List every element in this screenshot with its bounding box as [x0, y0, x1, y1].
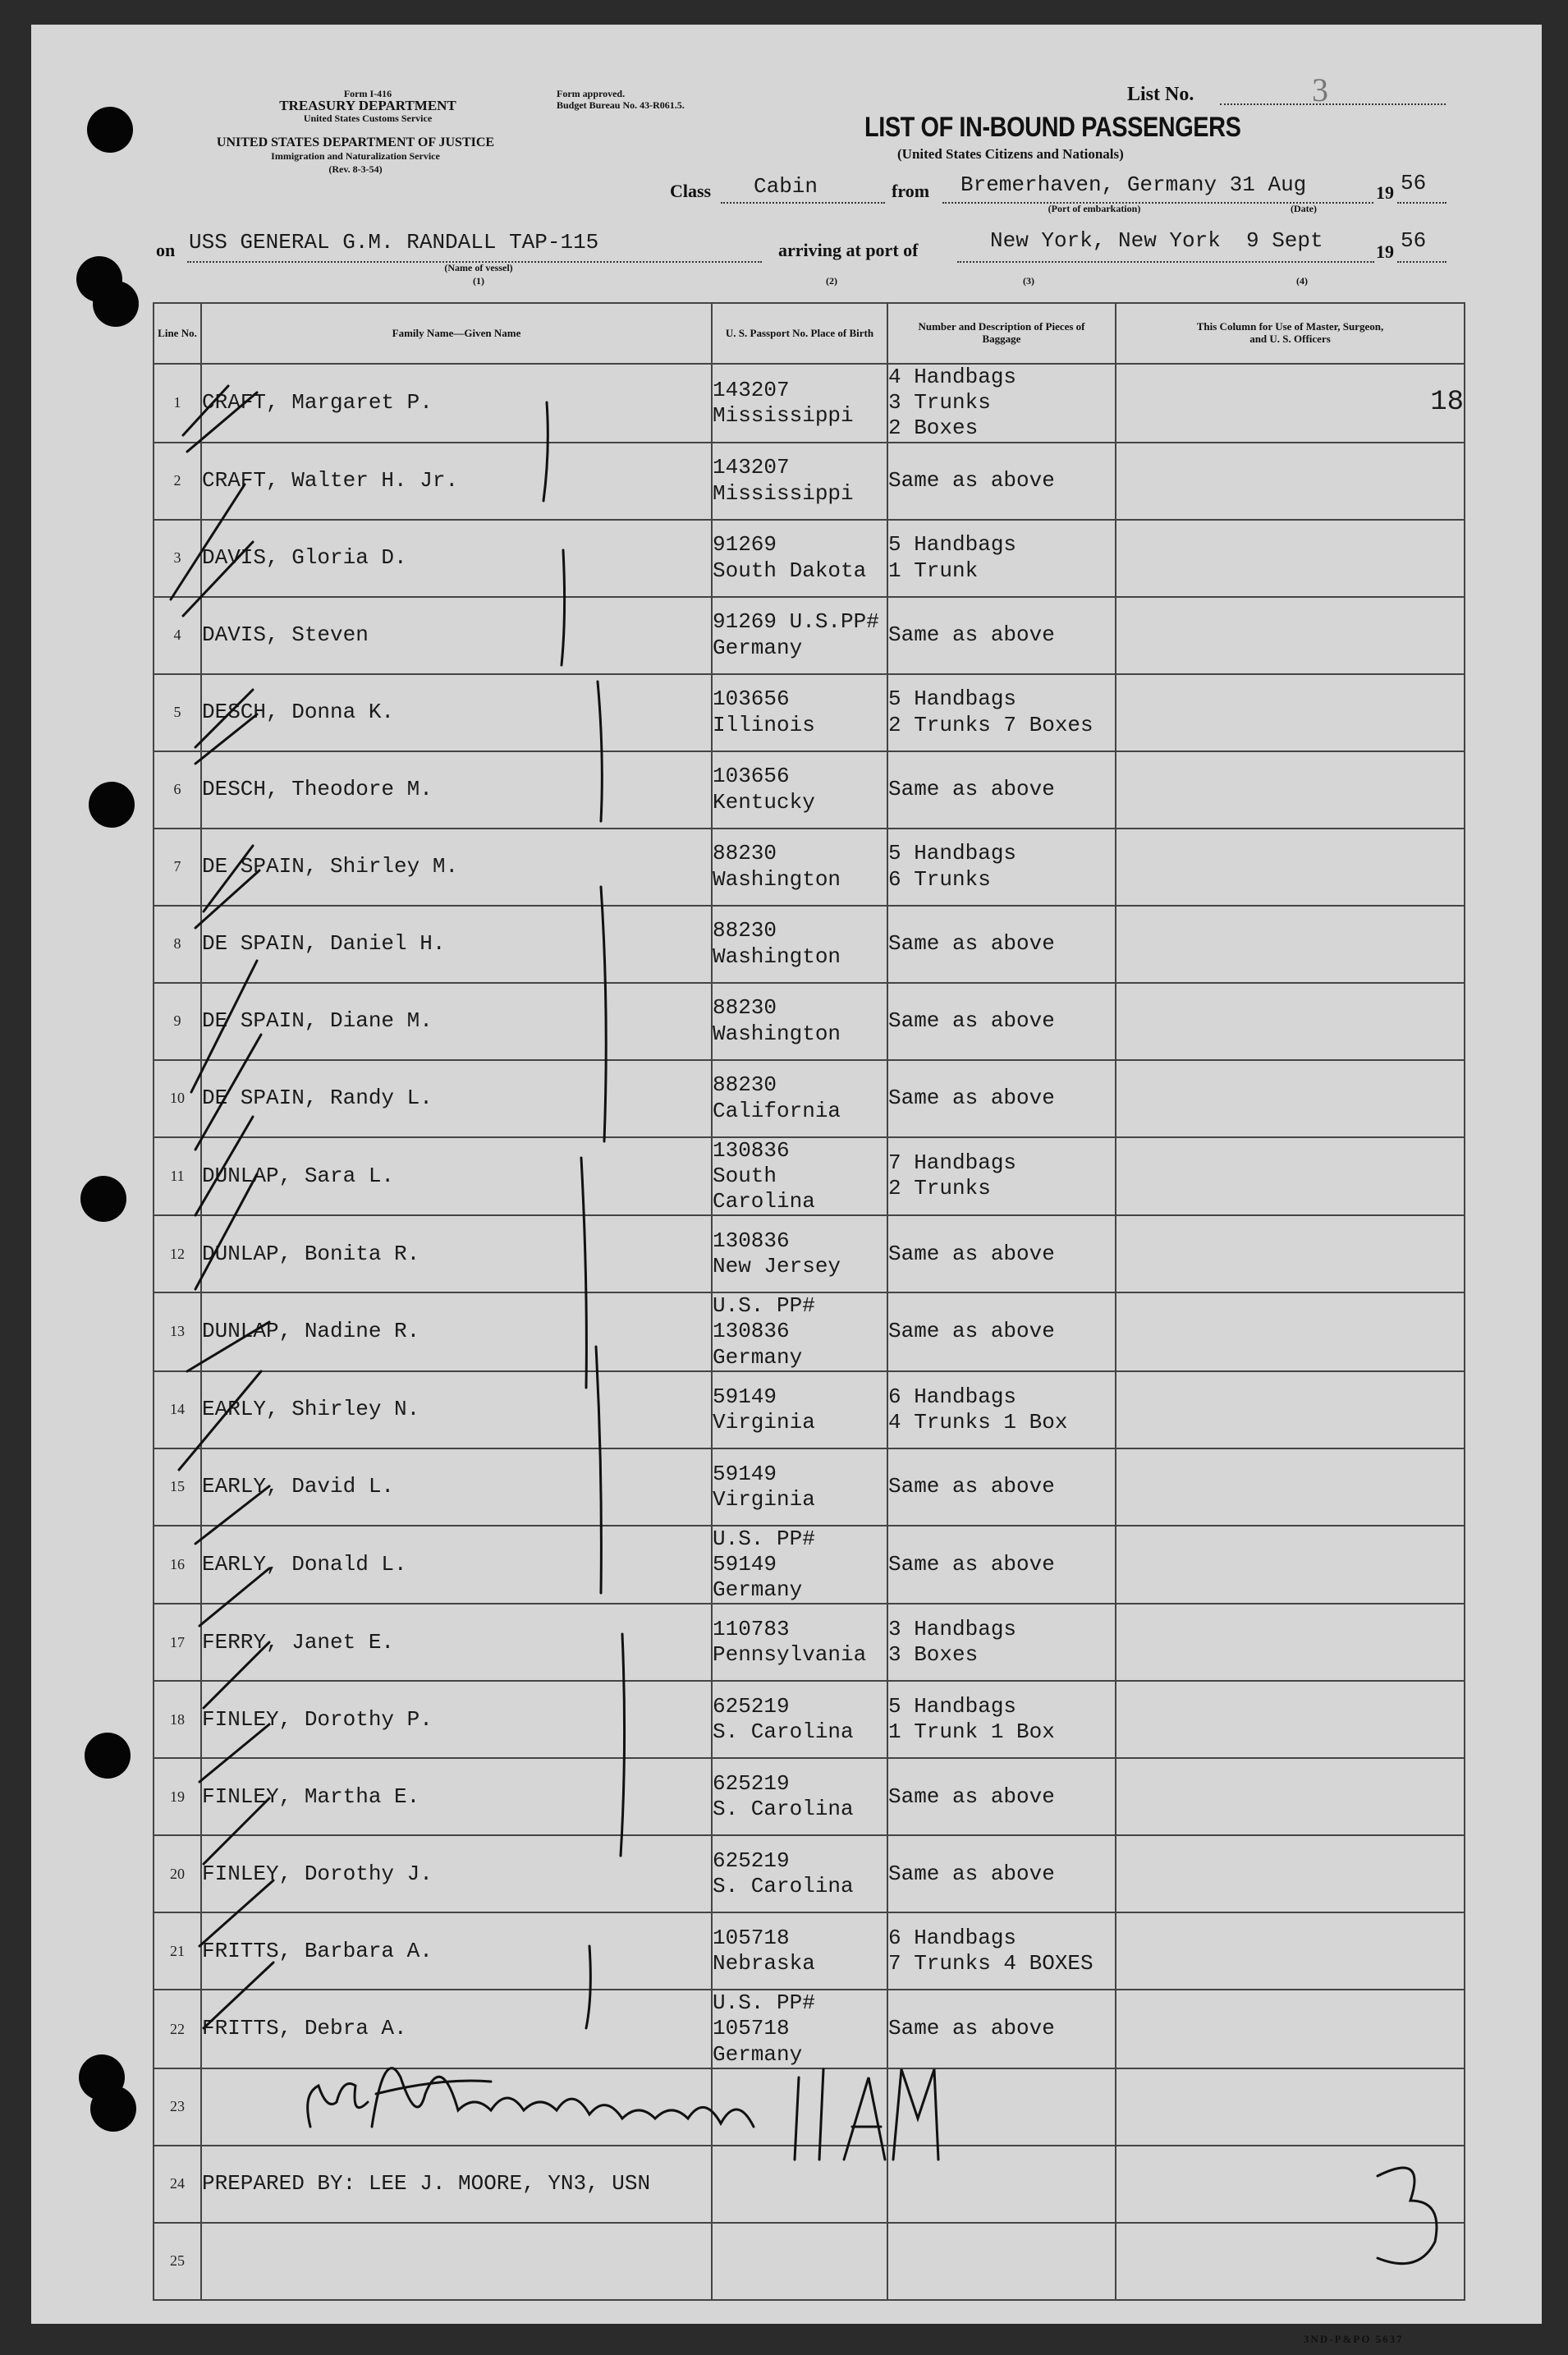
place-of-birth: Germany — [713, 1577, 803, 1603]
place-of-birth: Pennsylvania — [713, 1642, 867, 1668]
table-row — [154, 1060, 1465, 1137]
remarks-cell — [1116, 751, 1465, 829]
table-row — [154, 2223, 1465, 2300]
year-1: 56 — [1401, 171, 1427, 195]
table-row — [154, 1990, 1465, 2068]
remarks-cell — [1116, 520, 1465, 597]
place-of-birth: New Jersey — [713, 1254, 841, 1279]
baggage-line-1: Same as above — [888, 1861, 1055, 1886]
baggage-line-1: Same as above — [888, 1783, 1055, 1809]
table-row — [154, 1758, 1465, 1835]
line-number: 10 — [154, 1060, 201, 1137]
passport-cell — [712, 1215, 887, 1292]
baggage-line-1: Same as above — [888, 1241, 1055, 1266]
place-of-birth: S. Carolina — [713, 1719, 854, 1745]
year-2: 56 — [1401, 228, 1427, 253]
line-number: 14 — [154, 1371, 201, 1448]
year-prefix-2: 19 — [1376, 241, 1394, 262]
manifest-page — [31, 25, 1542, 2345]
passport-cell — [712, 1835, 887, 1912]
passport-number: 110783 — [713, 1617, 790, 1642]
passport-cell — [712, 1604, 887, 1681]
baggage-cell — [887, 1215, 1116, 1292]
passport-number: U.S. PP# 105718 — [713, 1990, 815, 2041]
remarks-cell — [1116, 906, 1465, 983]
header-line-no: Line No. — [154, 303, 201, 364]
baggage-line-1: 4 Handbags — [888, 365, 1017, 389]
passport-number: 88230 — [713, 995, 777, 1021]
passport-number: 59149 — [713, 1461, 777, 1486]
baggage-line-1: 5 Handbags — [888, 686, 1017, 712]
baggage-line-1: Same as above — [888, 1085, 1055, 1110]
passenger-name — [201, 2068, 712, 2146]
binder-hole — [80, 1176, 126, 1222]
baggage-line-2: 3 Boxes — [888, 1642, 979, 1668]
passenger-name: FINLEY, Martha E. — [201, 1758, 712, 1835]
baggage-cell — [887, 1526, 1116, 1604]
passport-number: 88230 — [713, 918, 777, 943]
table-row — [154, 364, 1465, 443]
line-number: 15 — [154, 1448, 201, 1526]
port-value: New York, New York — [990, 228, 1221, 253]
baggage-cell — [887, 751, 1116, 829]
from-value: Bremerhaven, Germany 31 Aug — [961, 172, 1307, 197]
remarks-cell — [1116, 2068, 1465, 2146]
budget-bureau: Budget Bureau No. 43-R061.5. — [557, 99, 685, 111]
on-label: on — [156, 240, 176, 260]
line-number: 1 — [154, 364, 201, 443]
baggage-cell — [887, 1604, 1116, 1681]
line-number: 20 — [154, 1835, 201, 1912]
remarks-cell — [1116, 1758, 1465, 1835]
year-prefix-1: 19 — [1376, 182, 1394, 203]
footer-code: 3ND-P&PO 5637 — [1304, 2333, 1404, 2345]
place-of-birth: Kentucky — [713, 789, 815, 815]
passport-number: U.S. PP# 130836 — [713, 1293, 815, 1344]
passport-cell — [712, 443, 887, 520]
passport-cell — [712, 1990, 887, 2068]
binder-hole — [90, 2086, 136, 2132]
passport-number: 103656 — [713, 686, 790, 712]
passport-cell — [712, 751, 887, 829]
passport-cell — [712, 364, 887, 443]
revision-date: (Rev. 8-3-54) — [328, 163, 383, 175]
baggage-line-1: 6 Handbags — [888, 1384, 1017, 1409]
baggage-line-1: Same as above — [888, 622, 1055, 647]
form-number: Form I-416 — [343, 88, 392, 99]
baggage-cell — [887, 829, 1116, 906]
baggage-cell — [887, 1912, 1116, 1990]
passenger-name: DE SPAIN, Daniel H. — [201, 906, 712, 983]
passport-cell — [712, 2223, 887, 2300]
line-number: 19 — [154, 1758, 201, 1835]
table-row — [154, 1604, 1465, 1681]
baggage-line-1: Same as above — [888, 1551, 1055, 1577]
baggage-cell — [887, 364, 1116, 443]
remarks-cell — [1116, 1060, 1465, 1137]
place-of-birth: Nebraska — [713, 1951, 815, 1976]
baggage-line-2: 1 Trunk 1 Box — [888, 1719, 1055, 1745]
passport-number: 91269 U.S.PP# — [713, 609, 879, 635]
passport-cell — [712, 1292, 887, 1371]
place-of-birth: South Carolina — [713, 1163, 815, 1214]
place-of-birth: California — [713, 1098, 841, 1123]
baggage-cell — [887, 1137, 1116, 1216]
table-row — [154, 1681, 1465, 1758]
table-row — [154, 443, 1465, 520]
passenger-name: DUNLAP, Nadine R. — [201, 1292, 712, 1371]
line-number: 21 — [154, 1912, 201, 1990]
passport-number: 59149 — [713, 1384, 777, 1409]
passenger-name: DAVIS, Steven — [201, 597, 712, 674]
remarks-cell — [1116, 1215, 1465, 1292]
baggage-line-1: Same as above — [888, 1319, 1055, 1344]
remarks-cell — [1116, 1604, 1465, 1681]
passport-cell — [712, 2068, 887, 2146]
baggage-cell — [887, 1371, 1116, 1448]
header-name: Family Name—Given Name — [201, 303, 712, 364]
line-number: 24 — [154, 2146, 201, 2223]
baggage-line-3: 2 Boxes — [888, 415, 979, 441]
passport-number: 625219 — [713, 1694, 790, 1719]
baggage-cell — [887, 1758, 1116, 1835]
baggage-line-2: 7 Trunks 4 BOXES — [888, 1951, 1093, 1976]
line-number: 18 — [154, 1681, 201, 1758]
remarks-cell — [1116, 2223, 1465, 2300]
line-number: 8 — [154, 906, 201, 983]
line-number: 11 — [154, 1137, 201, 1216]
passport-cell — [712, 1758, 887, 1835]
passport-cell — [712, 1060, 887, 1137]
remarks-cell — [1116, 1292, 1465, 1371]
place-of-birth: Mississippi — [713, 402, 854, 428]
column-number-2: (2) — [826, 275, 837, 287]
passport-number: 143207 — [713, 377, 790, 402]
year-line-1 — [1397, 202, 1447, 204]
line-number: 7 — [154, 829, 201, 906]
column-number-1: (1) — [473, 275, 484, 287]
passport-cell — [712, 1912, 887, 1990]
remarks-cell — [1116, 443, 1465, 520]
baggage-line-1: Same as above — [888, 1474, 1055, 1499]
baggage-line-1: Same as above — [888, 930, 1055, 956]
remarks-cell: 18 — [1116, 364, 1465, 443]
port-line — [957, 261, 1374, 263]
line-number: 12 — [154, 1215, 201, 1292]
header-remarks: This Column for Use of Master, Surgeon, and U. S. Officers — [1116, 303, 1465, 364]
passenger-name: FERRY, Janet E. — [201, 1604, 712, 1681]
place-of-birth: Virginia — [713, 1409, 815, 1435]
table-row — [154, 829, 1465, 906]
table-row — [154, 1526, 1465, 1604]
passport-cell — [712, 597, 887, 674]
baggage-line-2: 1 Trunk — [888, 558, 979, 583]
baggage-cell — [887, 2146, 1116, 2223]
table-row — [154, 520, 1465, 597]
remarks-cell — [1116, 1681, 1465, 1758]
passenger-name: FINLEY, Dorothy P. — [201, 1681, 712, 1758]
baggage-line-2: 3 Trunks — [888, 390, 991, 415]
passport-cell — [712, 829, 887, 906]
baggage-cell — [887, 983, 1116, 1060]
port-caption: (Port of embarkation) — [1048, 203, 1141, 214]
remarks-cell — [1116, 829, 1465, 906]
passport-cell — [712, 2146, 887, 2223]
passport-number: 105718 — [713, 1926, 790, 1951]
baggage-line-1: Same as above — [888, 1008, 1055, 1033]
passenger-name: EARLY, Shirley N. — [201, 1371, 712, 1448]
remarks-cell — [1116, 597, 1465, 674]
baggage-cell — [887, 2223, 1116, 2300]
baggage-line-1: 3 Handbags — [888, 1617, 1017, 1642]
passenger-table — [153, 302, 1465, 2301]
passport-number: U.S. PP# 59149 — [713, 1526, 815, 1577]
vessel-caption: (Name of vessel) — [444, 262, 513, 273]
class-value: Cabin — [754, 174, 818, 199]
place-of-birth: S. Carolina — [713, 1797, 854, 1822]
form-approved: Form approved. — [557, 88, 626, 99]
department-of-justice: UNITED STATES DEPARTMENT OF JUSTICE — [216, 135, 495, 149]
passenger-name: FRITTS, Debra A. — [201, 1990, 712, 2068]
table-row — [154, 2146, 1465, 2223]
passenger-name: PREPARED BY: LEE J. MOORE, YN3, USN — [201, 2146, 712, 2223]
place-of-birth: Mississippi — [713, 480, 854, 506]
baggage-line-2: 6 Trunks — [888, 866, 991, 892]
passport-cell — [712, 906, 887, 983]
place-of-birth: South Dakota — [713, 558, 867, 583]
passport-cell — [712, 1371, 887, 1448]
treasury-department: TREASURY DEPARTMENT — [279, 98, 456, 113]
year-line-2 — [1397, 261, 1447, 263]
place-of-birth: S. Carolina — [713, 1874, 854, 1899]
line-number: 2 — [154, 443, 201, 520]
table-row — [154, 983, 1465, 1060]
table-row — [154, 1137, 1465, 1216]
table-row — [154, 1448, 1465, 1526]
header-baggage: Number and Description of Pieces of Baggage — [887, 303, 1116, 364]
passport-cell — [712, 674, 887, 751]
binder-hole — [87, 107, 133, 153]
line-number: 25 — [154, 2223, 201, 2300]
passport-cell — [712, 1526, 887, 1604]
table-row — [154, 597, 1465, 674]
passenger-name: DE SPAIN, Shirley M. — [201, 829, 712, 906]
baggage-line-1: 5 Handbags — [888, 1694, 1017, 1719]
binder-hole — [85, 1733, 131, 1779]
baggage-line-1: 5 Handbags — [888, 841, 1017, 866]
remarks-cell — [1116, 1835, 1465, 1912]
passport-number: 88230 — [713, 1072, 777, 1098]
baggage-cell — [887, 1448, 1116, 1526]
place-of-birth: Germany — [713, 1344, 803, 1370]
baggage-line-1: 7 Handbags — [888, 1150, 1017, 1176]
list-no-label: List No. — [1127, 84, 1194, 105]
passport-number: 91269 — [713, 532, 777, 558]
table-row — [154, 2068, 1465, 2146]
line-number: 3 — [154, 520, 201, 597]
place-of-birth: Germany — [713, 635, 803, 660]
immigration-service: Immigration and Naturalization Service — [271, 150, 440, 162]
passenger-name: EARLY, David L. — [201, 1448, 712, 1526]
place-of-birth: Washington — [713, 1021, 841, 1046]
passenger-name: DE SPAIN, Diane M. — [201, 983, 712, 1060]
customs-service: United States Customs Service — [303, 112, 433, 124]
passenger-name: FRITTS, Barbara A. — [201, 1912, 712, 1990]
passenger-name: DUNLAP, Sara L. — [201, 1137, 712, 1216]
arriving-label: arriving at port of — [778, 240, 919, 260]
passport-cell — [712, 983, 887, 1060]
passenger-name: DESCH, Theodore M. — [201, 751, 712, 829]
passport-number: 143207 — [713, 455, 790, 480]
baggage-line-2: 4 Trunks 1 Box — [888, 1409, 1068, 1435]
place-of-birth: Virginia — [713, 1486, 815, 1512]
table-row — [154, 751, 1465, 829]
passenger-name: DESCH, Donna K. — [201, 674, 712, 751]
place-of-birth: Washington — [713, 943, 841, 969]
table-row — [154, 1371, 1465, 1448]
baggage-cell — [887, 1292, 1116, 1371]
passport-cell — [712, 520, 887, 597]
line-number: 22 — [154, 1990, 201, 2068]
line-number: 6 — [154, 751, 201, 829]
remarks-cell — [1116, 1526, 1465, 1604]
passport-number: 625219 — [713, 1771, 790, 1797]
table-row — [154, 1912, 1465, 1990]
remarks-cell — [1116, 1912, 1465, 1990]
line-number: 5 — [154, 674, 201, 751]
baggage-line-1: Same as above — [888, 776, 1055, 801]
baggage-cell — [887, 1990, 1116, 2068]
baggage-cell — [887, 906, 1116, 983]
table-row — [154, 906, 1465, 983]
remarks-cell — [1116, 2146, 1465, 2223]
line-number: 13 — [154, 1292, 201, 1371]
passenger-name: CRAFT, Walter H. Jr. — [201, 443, 712, 520]
binder-hole — [93, 281, 139, 327]
remarks-cell — [1116, 1137, 1465, 1216]
passenger-name: DE SPAIN, Randy L. — [201, 1060, 712, 1137]
place-of-birth: Washington — [713, 866, 841, 892]
binder-hole — [89, 782, 135, 828]
baggage-cell — [887, 1835, 1116, 1912]
passport-number: 625219 — [713, 1848, 790, 1874]
class-label: Class — [670, 181, 712, 201]
baggage-cell — [887, 2068, 1116, 2146]
baggage-line-2: 2 Trunks 7 Boxes — [888, 712, 1093, 737]
passenger-name — [201, 2223, 712, 2300]
page-subtitle: (United States Citizens and Nationals) — [897, 146, 1124, 162]
line-number: 4 — [154, 597, 201, 674]
remarks-cell — [1116, 1448, 1465, 1526]
baggage-line-1: Same as above — [888, 467, 1055, 493]
baggage-line-1: Same as above — [888, 2016, 1055, 2041]
passenger-name: DUNLAP, Bonita R. — [201, 1215, 712, 1292]
passport-number: 88230 — [713, 841, 777, 866]
table-row — [154, 1292, 1465, 1371]
date-caption: (Date) — [1291, 203, 1317, 214]
arrival-date: 9 Sept — [1246, 228, 1323, 253]
from-label: from — [892, 181, 930, 201]
baggage-line-2: 2 Trunks — [888, 1176, 991, 1201]
passenger-name: EARLY, Donald L. — [201, 1526, 712, 1604]
passport-cell — [712, 1448, 887, 1526]
baggage-cell — [887, 1060, 1116, 1137]
table-row — [154, 1835, 1465, 1912]
remarks-cell — [1116, 983, 1465, 1060]
passenger-name: DAVIS, Gloria D. — [201, 520, 712, 597]
line-number: 9 — [154, 983, 201, 1060]
place-of-birth: Germany — [713, 2041, 803, 2067]
line-number: 23 — [154, 2068, 201, 2146]
column-number-4: (4) — [1296, 275, 1308, 287]
baggage-cell — [887, 674, 1116, 751]
baggage-cell — [887, 1681, 1116, 1758]
passenger-name: CRAFT, Margaret P. — [201, 364, 712, 443]
header-passport: U. S. Passport No. Place of Birth — [712, 303, 887, 364]
remarks-cell — [1116, 1990, 1465, 2068]
baggage-cell — [887, 520, 1116, 597]
class-line — [721, 202, 885, 204]
passport-number: 130836 — [713, 1137, 790, 1163]
table-row — [154, 1215, 1465, 1292]
place-of-birth: Illinois — [713, 712, 815, 737]
list-no-value: 3 — [1312, 71, 1328, 108]
column-number-3: (3) — [1023, 275, 1034, 287]
passport-cell — [712, 1137, 887, 1216]
remarks-cell — [1116, 674, 1465, 751]
table-row — [154, 674, 1465, 751]
list-no-line — [1220, 103, 1446, 105]
passenger-name: FINLEY, Dorothy J. — [201, 1835, 712, 1912]
baggage-line-1: 6 Handbags — [888, 1926, 1017, 1951]
passport-number: 130836 — [713, 1228, 790, 1253]
passport-number: 103656 — [713, 764, 790, 789]
baggage-line-1: 5 Handbags — [888, 532, 1017, 558]
line-number: 17 — [154, 1604, 201, 1681]
line-number: 16 — [154, 1526, 201, 1604]
remarks-cell — [1116, 1371, 1465, 1448]
baggage-cell — [887, 597, 1116, 674]
passport-cell — [712, 1681, 887, 1758]
page-title: LIST OF IN-BOUND PASSENGERS — [864, 112, 1241, 143]
vessel-value: USS GENERAL G.M. RANDALL TAP-115 — [189, 230, 599, 255]
baggage-cell — [887, 443, 1116, 520]
